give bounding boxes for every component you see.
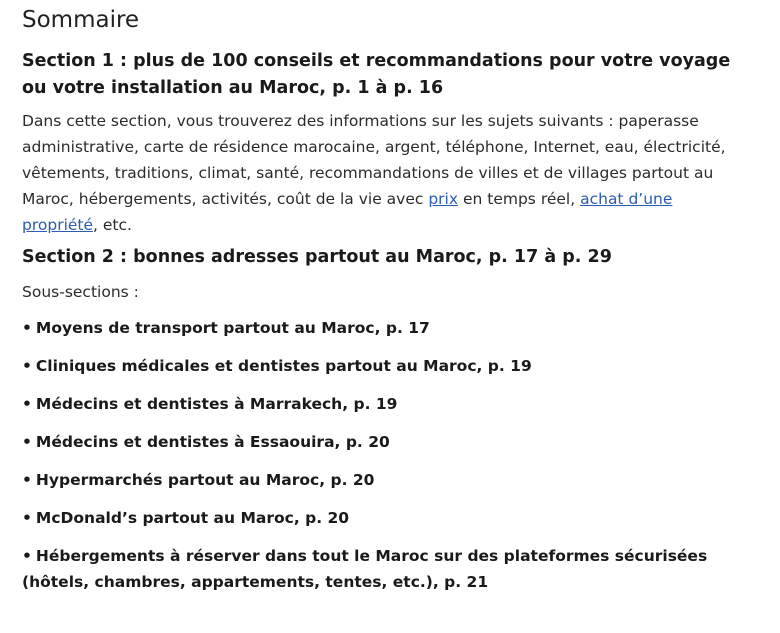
list-item [22, 467, 742, 493]
list-item [22, 391, 742, 417]
list-item-label: McDonald’s partout au Maroc, p. 20 [35, 509, 350, 527]
section-1-text-part-3: , etc. [93, 216, 132, 234]
bullet-glyph: • [22, 547, 32, 565]
section-1-description [22, 108, 752, 238]
list-item-label: Cliniques médicales et dentistes partout au Maroc, p. 19 [35, 357, 532, 375]
list-item-label: Hypermarchés partout au Maroc, p. 20 [35, 471, 375, 489]
list-item-label: Hébergements à réserver dans tout le Maroc sur des plateformes sécurisées (hôtels, chambres, appartements, tentes, etc.), p. 21 [22, 547, 708, 591]
list-item-label: Moyens de transport partout au Maroc, p. 17 [35, 319, 430, 337]
list-item-label: Médecins et dentistes à Marrakech, p. 19 [35, 395, 398, 413]
section-1-text-part-1: Dans cette section, vous trouverez des informations sur les sujets suivants : paperasse administrative, carte de résidence marocaine, argent, téléphone, Internet, eau, électricité, vêtements, traditions, climat, santé, recommandations de villes et de villages partout au Maroc, hébergements, activités, coût de la vie avec [22, 112, 726, 208]
prix-link[interactable]: prix [428, 190, 459, 208]
subsections-label: Sous-sections : [22, 283, 139, 301]
list-item [22, 505, 742, 531]
subsection-list [22, 315, 780, 595]
bullet-glyph: • [22, 319, 32, 337]
list-item [22, 353, 742, 379]
bullet-glyph: • [22, 395, 32, 413]
achat-propriete-link[interactable]: achat d’une propriété [22, 190, 673, 234]
page-title: Sommaire [22, 7, 140, 33]
section-2-heading: Section 2 : bonnes adresses partout au Maroc, p. 17 à p. 29 [22, 247, 612, 267]
section-1-heading: Section 1 : plus de 100 conseils et recommandations pour votre voyage ou votre installation au Maroc, p. 1 à p. 16 [22, 51, 731, 98]
list-item [22, 315, 742, 341]
bullet-glyph: • [22, 471, 32, 489]
list-item [22, 543, 742, 595]
bullet-glyph: • [22, 357, 32, 375]
bullet-glyph: • [22, 509, 32, 527]
bullet-glyph: • [22, 433, 32, 451]
section-1-text-part-2: en temps réel, [458, 190, 581, 208]
list-item-label: Médecins et dentistes à Essaouira, p. 20 [35, 433, 390, 451]
list-item [22, 429, 742, 455]
